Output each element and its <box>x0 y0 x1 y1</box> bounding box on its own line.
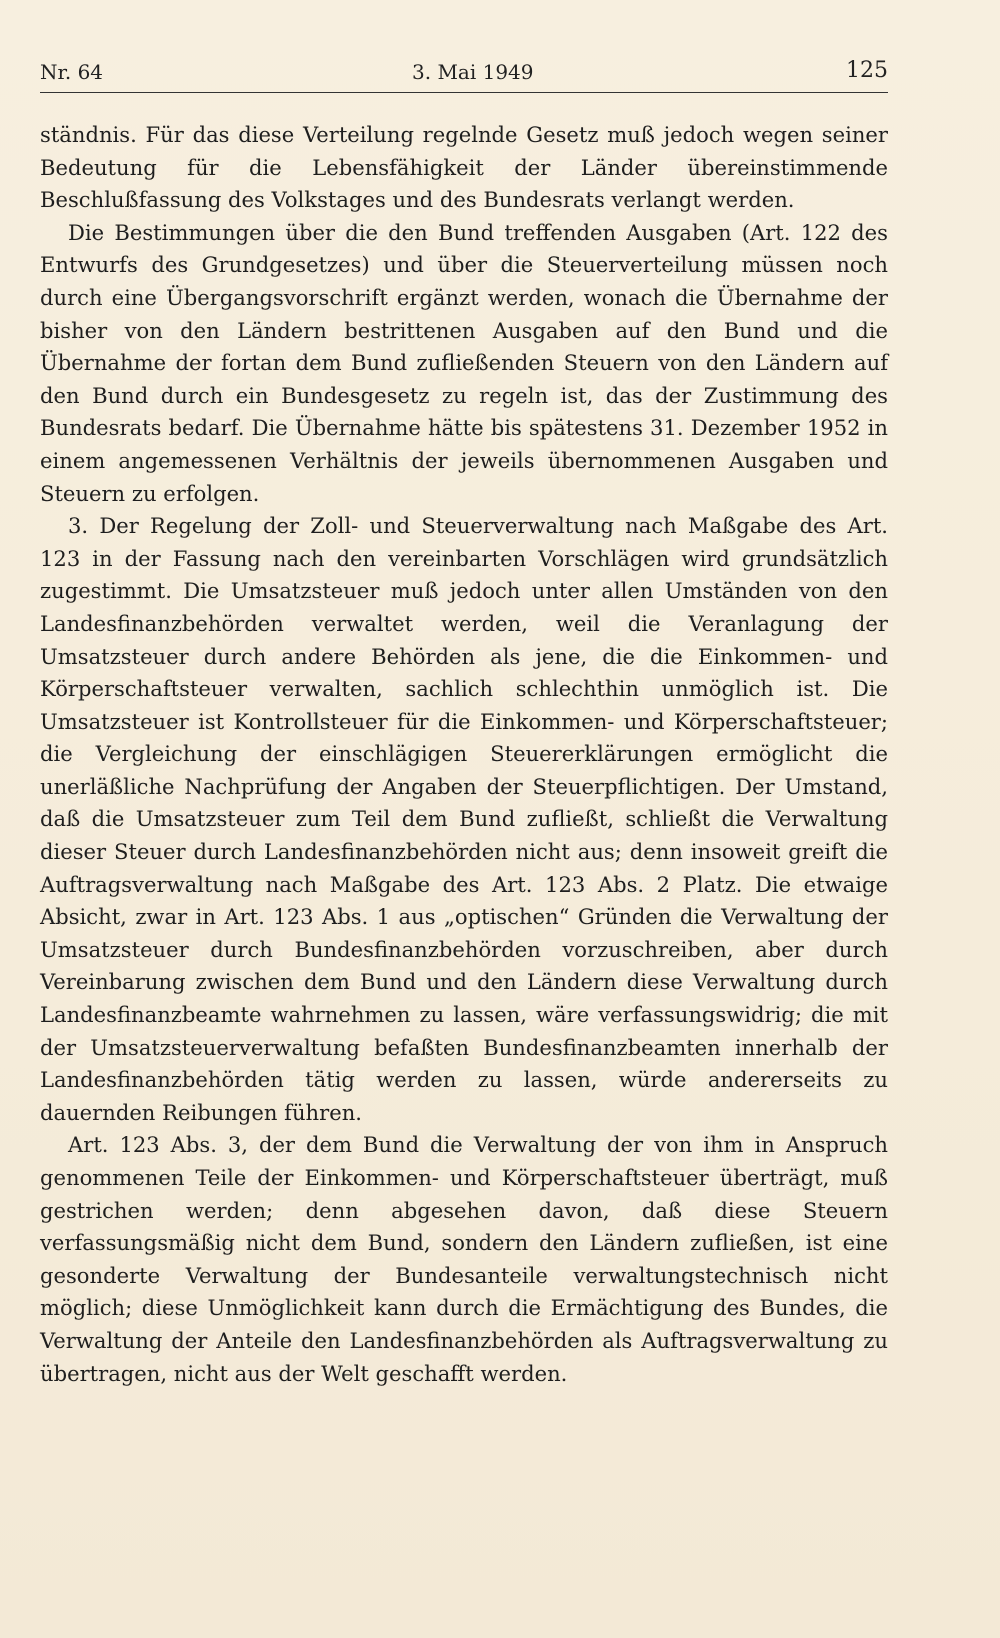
document-body <box>40 119 888 1390</box>
issue-date: 3. Mai 1949 <box>412 60 534 84</box>
paragraph-3: 3. Der Regelung der Zoll- und Steuerverwaltung nach Maßgabe des Art. 123 in der Fassung nach den vereinbarten Vorschlägen wird grundsätzlich zugestimmt. Die Umsatzsteuer muß jedoch unter allen Umständen von den Landesfinanzbehörden verwaltet werden, weil die Veranlagung der Umsatzsteuer durch andere Behörden als jene, die die Einkommen- und Körperschaftsteuer verwalten, sachlich schlechthin unmöglich ist. Die Umsatzsteuer ist Kontrollsteuer für die Einkommen- und Körperschaftsteuer; die Vergleichung der einschlägigen Steuererklärungen ermöglicht die unerläßliche Nachprüfung der Angaben der Steuerpflichtigen. Der Umstand, daß die Umsatzsteuer zum Teil dem Bund zufließt, schließt die Verwaltung dieser Steuer durch Landesfinanzbehörden nicht aus; denn insoweit greift die Auftragsverwaltung nach Maßgabe des Art. 123 Abs. 2 Platz. Die etwaige Absicht, zwar in Art. 123 Abs. 1 aus „optischen“ Gründen die Verwaltung der Umsatzsteuer durch Bundesfinanzbehörden vorzuschreiben, aber durch Vereinbarung zwischen dem Bund und den Ländern diese Verwaltung durch Landesfinanzbeamte wahrnehmen zu lassen, wäre verfassungswidrig; die mit der Umsatzsteuerverwaltung befaßten Bundesfinanzbeamten innerhalb der Landesfinanzbehörden tätig werden zu lassen, würde andererseits zu dauernden Reibungen führen. <box>40 513 888 1125</box>
page-number: 125 <box>846 58 888 83</box>
header-rule <box>40 92 888 93</box>
paragraph-1: ständnis. Für das diese Verteilung regelnde Gesetz muß jedoch wegen seiner Bedeutung für die Lebensfähigkeit der Länder übereinstimmende Beschlußfassung des Volkstages und des Bundesrats verlangt werden. <box>40 122 888 213</box>
paragraph-2: Die Bestimmungen über die den Bund treffenden Ausgaben (Art. 122 des Entwurfs des Grundgesetzes) und über die Steuerverteilung müssen noch durch eine Übergangsvorschrift ergänzt werden, wonach die Übernahme der bisher von den Ländern bestrittenen Ausgaben auf den Bund und die Übernahme der fortan dem Bund zufließenden Steuern von den Ländern auf den Bund durch ein Bundesgesetz zu regeln ist, das der Zustimmung des Bundesrats bedarf. Die Übernahme hätte bis spätestens 31. Dezember 1952 in einem angemessenen Verhältnis der jeweils übernommenen Ausgaben und Steuern zu erfolgen. <box>40 219 888 506</box>
issue-number: Nr. 64 <box>40 60 104 84</box>
page-header <box>40 56 888 96</box>
paragraph-4: Art. 123 Abs. 3, der dem Bund die Verwaltung der von ihm in Anspruch genommenen Teile der Einkommen- und Körperschaftsteuer überträgt, muß gestrichen werden; denn abgesehen davon, daß diese Steuern verfassungsmäßig nicht dem Bund, sondern den Ländern zufließen, ist eine gesonderte Verwaltung der Bundesanteile verwaltungstechnisch nicht möglich; diese Unmöglichkeit kann durch die Ermächtigung des Bundes, die Verwaltung der Anteile den Landesfinanzbehörden als Auftragsverwaltung zu übertragen, nicht aus der Welt geschafft werden. <box>40 1132 888 1386</box>
